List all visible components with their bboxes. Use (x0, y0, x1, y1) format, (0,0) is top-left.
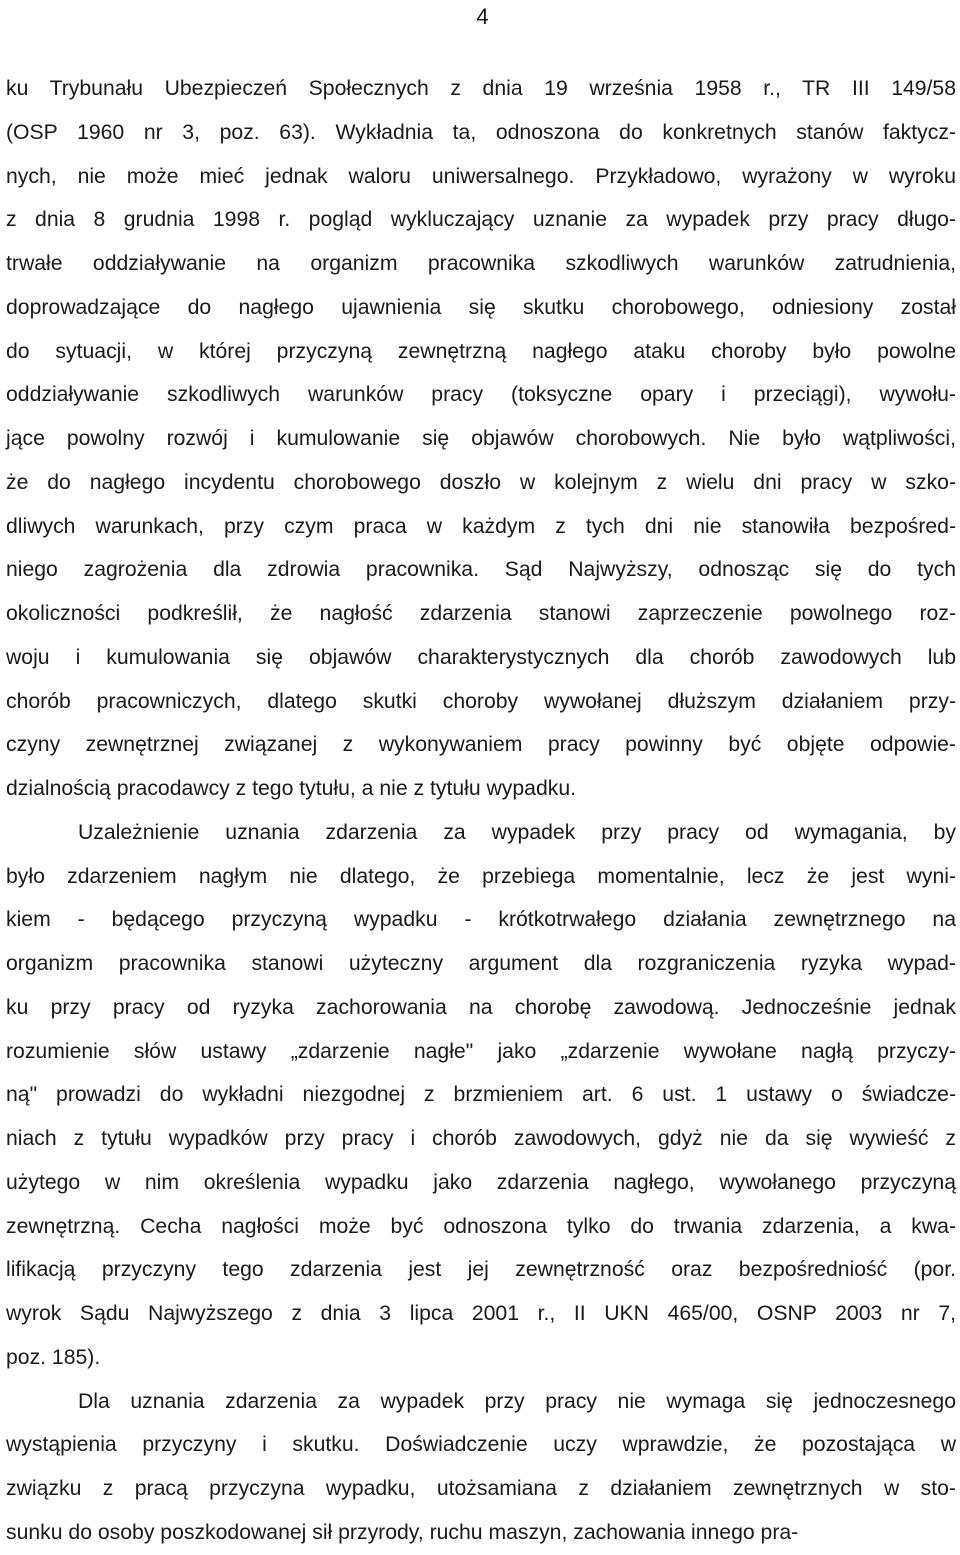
text-line: wystąpienia przyczyny i skutku. Doświadczenie uczy wprawdzie, że pozostająca w (6, 1433, 956, 1457)
text-line: niego zagrożenia dla zdrowia pracownika. Sąd Najwyższy, odnosząc się do tych (6, 558, 956, 582)
text-line: z dnia 8 grudnia 1998 r. pogląd wykluczający uznanie za wypadek przy pracy długo- (6, 208, 956, 232)
text-line: użytego w nim określenia wypadku jako zdarzenia nagłego, wywołanego przyczyną (6, 1170, 956, 1194)
text-line: organizm pracownika stanowi użyteczny argument dla rozgraniczenia ryzyka wypad- (6, 952, 956, 975)
text-line: niach z tytułu wypadków przy pracy i chorób zawodowych, gdyż nie da się wywieść z (6, 1127, 956, 1150)
text-line: poz. 185). (6, 1345, 101, 1369)
text-line: sunku do osoby poszkodowanej sił przyrody, ruchu maszyn, zachowania innego pra- (6, 1520, 799, 1544)
page-number: 4 (476, 4, 489, 29)
text-line: wyrok Sądu Najwyższego z dnia 3 lipca 2001 r., II UKN 465/00, OSNP 2003 nr 7, (6, 1302, 956, 1325)
text-line: dzialnością pracodawcy z tego tytułu, a nie z tytułu wypadku. (6, 777, 577, 800)
text-line: związku z pracą przyczyna wypadku, utożsamiana z działaniem zewnętrznych w sto- (6, 1477, 956, 1500)
text-line: woju i kumulowania się objawów charakterystycznych dla chorób zawodowych lub (6, 645, 956, 669)
text-line: ną" prowadzi do wykładni niezgodnej z brzmieniem art. 6 ust. 1 ustawy o świadcze- (6, 1083, 956, 1107)
paragraph (6, 811, 956, 1380)
text-line: zewnętrzną. Cecha nagłości może być odnoszona tylko do trwania zdarzenia, a kwa- (6, 1214, 956, 1238)
text-line: nych, nie może mieć jednak waloru uniwersalnego. Przykładowo, wyrażony w wyroku (6, 164, 956, 188)
paragraph (6, 67, 956, 811)
text-line: doprowadzające do nagłego ujawnienia się skutku chorobowego, odniesiony został (6, 295, 956, 319)
text-line: ku przy pracy od ryzyka zachorowania na chorobę zawodową. Jednocześnie jednak (6, 995, 956, 1019)
text-line: chorób pracowniczych, dlatego skutki choroby wywołanej dłuższym działaniem przy- (6, 689, 956, 713)
text-line: oddziaływanie szkodliwych warunków pracy (toksyczne opary i przeciągi), wywołu- (6, 383, 956, 407)
text-line: Dla uznania zdarzenia za wypadek przy pracy nie wymaga się jednoczesnego (78, 1389, 956, 1413)
text-line: jące powolny rozwój i kumulowanie się objawów chorobowych. Nie było wątpliwości, (6, 427, 956, 450)
text-line: trwałe oddziaływanie na organizm pracownika szkodliwych warunków zatrudnienia, (6, 252, 956, 275)
text-line: ku Trybunału Ubezpieczeń Społecznych z dnia 19 września 1958 r., TR III 149/58 (6, 77, 956, 100)
paragraph (6, 1380, 956, 1555)
text-line: Uzależnienie uznania zdarzenia za wypadek przy pracy od wymagania, by (78, 820, 956, 844)
text-line: że do nagłego incydentu chorobowego doszło w kolejnym z wielu dni pracy w szko- (6, 470, 956, 494)
text-line: kiem - będącego przyczyną wypadku - krótkotrwałego działania zewnętrznego na (6, 908, 956, 932)
text-line: było zdarzeniem nagłym nie dlatego, że przebiega momentalnie, lecz że jest wyni- (6, 864, 956, 888)
text-line: czyny zewnętrznej związanej z wykonywaniem pracy powinny być objęte odpowie- (6, 733, 956, 757)
text-line: (OSP 1960 nr 3, poz. 63). Wykładnia ta, odnoszona do konkretnych stanów faktycz- (6, 120, 956, 144)
text-line: do sytuacji, w której przyczyną zewnętrzną nagłego ataku choroby było powolne (6, 339, 956, 363)
document-body (6, 67, 956, 1555)
text-line: dliwych warunkach, przy czym praca w każdym z tych dni nie stanowiła bezpośred- (6, 514, 956, 538)
text-line: lifikacją przyczyny tego zdarzenia jest jej zewnętrzność oraz bezpośredniość (por. (6, 1258, 956, 1282)
text-line: rozumienie słów ustawy „zdarzenie nagłe" jako „zdarzenie wywołane nagłą przyczy- (6, 1039, 956, 1063)
text-line: okoliczności podkreślił, że nagłość zdarzenia stanowi zaprzeczenie powolnego roz- (6, 602, 956, 625)
